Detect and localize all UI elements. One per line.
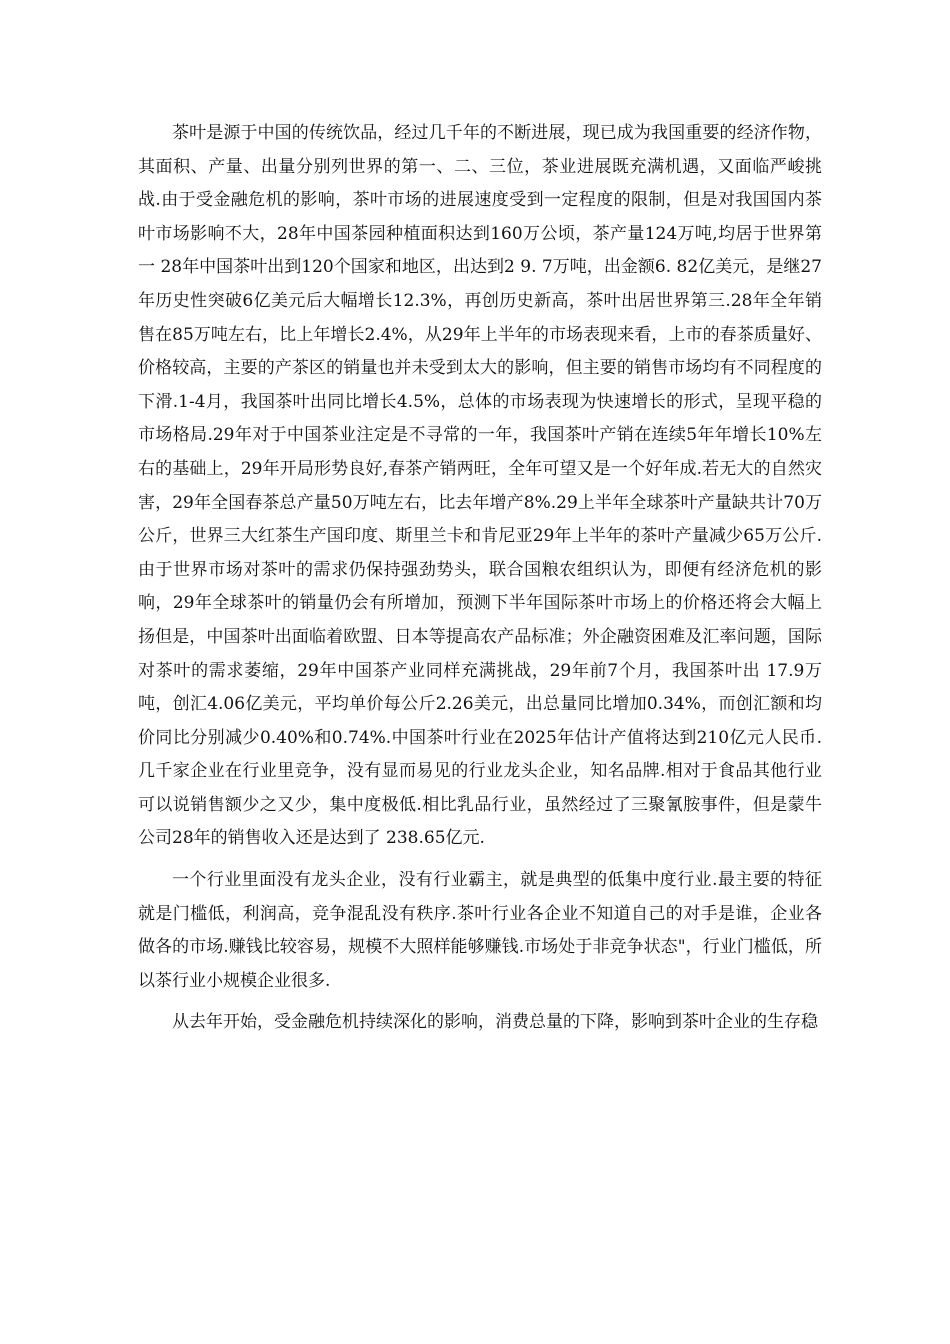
paragraph-financial-crisis-impact: 从去年开始，受金融危机持续深化的影响，消费总量的下降，影响到茶叶企业的生存稳 bbox=[172, 1012, 818, 1033]
paragraph-tea-industry-overview: 茶叶是源于中国的传统饮品，经过几千年的不断进展，现已成为我国重要的经济作物，其面积、产量、出量分别列世界的第一、二、三位，茶业进展既充满机遇，又面临严峻挑战.由于受金融危机的影响，茶叶市场的进展速度受到一定程度的限制，但是对我国国内茶叶市场影响不大，28年中国茶园种植面积达到160万公顷，茶产量124万吨,均居于世界第一 28年中国茶叶出到120个国家和地区，出达到2 9. 7万吨，出金额6. 82亿美元，是继27年历史性突破6亿美元后大幅增长12.3%，再创历史新高，茶叶出居世界第三.28年全年销售在85万吨左右，比上年增长2.4%，从29年上半年的市场表现来看，上市的春茶质量好、价格较高，主要的产茶区的销量也并未受到太大的影响，但主要的销售市场均有不同程度的下滑.1-4月，我国茶叶出同比增长4.5%，总体的市场表现为快速增长的形式，呈现平稳的市场格局.29年对于中国茶业注定是不寻常的一年，我国茶叶产销在连续5年年增长10%左右的基础上，29年开局形势良好,春茶产销两旺，全年可望又是一个好年成.若无大的自然灾害，29年全国春茶总产量50万吨左右，比去年增产8%.29上半年全球茶叶产量缺共计70万公斤，世界三大红茶生产国印度、斯里兰卡和肯尼亚29年上半年的茶叶产量减少65万公斤.由于世界市场对茶叶的需求仍保持强劲势头，联合国粮农组织认为，即便有经济危机的影响，29年全球茶叶的销量仍会有所增加，预测下半年国际茶叶市场上的价格还将会大幅上扬但是，中国茶叶出面临着欧盟、日本等提高农产品标准；外企融资困难及汇率问题，国际对茶叶的需求萎缩，29年中国茶产业同样充满挑战，29年前7个月，我国茶叶出 17.9万吨，创汇4.06亿美元，平均单价每公斤2.26美元，出总量同比增加0.34%，而创汇额和均价同比分别减少0.40%和0.74%.中国茶叶行业在2025年估计产值将达到210亿元人民币.几千家企业在行业里竞争，没有显而易见的行业龙头企业，知名品牌.相对于食品其他行业可以说销售额少之又少，集中度极低.相比乳品行业，虽然经过了三聚氰胺事件，但是蒙牛公司28年的销售收入还是达到了 238.65亿元. bbox=[138, 123, 822, 849]
document-body bbox=[138, 117, 822, 1040]
paragraph-industry-concentration: 一个行业里面没有龙头企业，没有行业霸主，就是典型的低集中度行业.最主要的特征就是门槛低，利润高，竞争混乱没有秩序.茶叶行业各企业不知道自己的对手是谁，企业各做各的市场.赚钱比较容易，规模不大照样能够赚钱.市场处于非竞争状态"，行业门槛低，所以茶行业小规模企业很多. bbox=[138, 870, 822, 991]
